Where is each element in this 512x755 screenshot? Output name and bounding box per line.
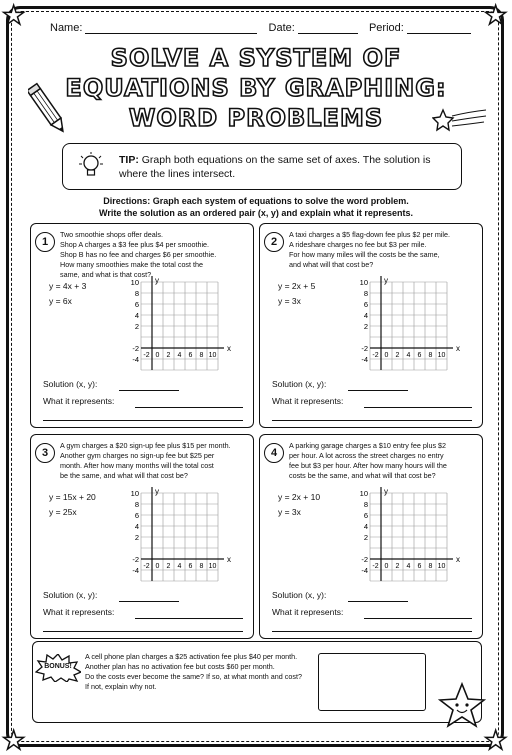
x-tick-label: 8 bbox=[199, 563, 204, 570]
bonus-text-line: Do the costs ever become the same? If so, at what month and cost? bbox=[85, 672, 302, 681]
solution-label: Solution (x, y): bbox=[43, 590, 98, 600]
represents-label: What it represents: bbox=[272, 607, 344, 617]
y-tick-label: 6 bbox=[363, 511, 368, 520]
y-tick-label: 10 bbox=[359, 278, 368, 287]
y-tick-label: -2 bbox=[361, 555, 368, 564]
shooting-star-icon bbox=[432, 108, 488, 138]
x-tick-label: 6 bbox=[188, 563, 193, 570]
x-tick-label: 8 bbox=[428, 352, 433, 359]
solution-input-line[interactable] bbox=[348, 601, 408, 602]
y-tick-label: -4 bbox=[361, 355, 368, 364]
problem-text-line: be the same, and what will that cost be? bbox=[60, 471, 188, 480]
represents-label: What it represents: bbox=[272, 396, 344, 406]
equation-1: y = 4x + 3 bbox=[49, 281, 87, 291]
pencil-icon bbox=[28, 82, 68, 138]
represents-input-line[interactable] bbox=[43, 420, 243, 421]
x-tick-label: 6 bbox=[417, 352, 422, 359]
directions-line-1: Directions: Graph each system of equations to solve the word problem. bbox=[103, 196, 409, 206]
y-tick-label: 10 bbox=[130, 278, 139, 287]
problem-text-line: and what will that cost be? bbox=[289, 260, 374, 269]
x-tick-label: 0 bbox=[155, 352, 160, 359]
problem-number: 2 bbox=[264, 232, 284, 252]
x-axis-label: x bbox=[227, 555, 231, 564]
x-tick-label: 10 bbox=[208, 352, 217, 359]
solution-label: Solution (x, y): bbox=[272, 590, 327, 600]
y-tick-label: 8 bbox=[363, 500, 368, 509]
represents-input-line[interactable] bbox=[272, 631, 472, 632]
solution-label: Solution (x, y): bbox=[272, 379, 327, 389]
problem-box-4 bbox=[259, 434, 483, 639]
tip-box bbox=[62, 143, 462, 190]
y-axis-label: y bbox=[384, 276, 388, 285]
equation-1: y = 15x + 20 bbox=[49, 492, 96, 502]
bonus-text-line: A cell phone plan charges a $25 activation fee plus $40 per month. bbox=[85, 652, 298, 661]
title-line-3: WORD PROBLEMS bbox=[128, 104, 384, 132]
y-axis-label: y bbox=[155, 487, 159, 496]
star-corner-icon: ★ bbox=[2, 0, 26, 30]
y-tick-label: 4 bbox=[134, 522, 139, 531]
problem-text-line: Shop B has no fee and charges $6 per smoothie. bbox=[60, 250, 217, 259]
represents-input-line[interactable] bbox=[364, 407, 472, 408]
tip-label: TIP: bbox=[119, 154, 139, 166]
represents-input-line[interactable] bbox=[135, 618, 243, 619]
date-label: Date: bbox=[268, 22, 295, 34]
star-corner-icon: ★ bbox=[484, 0, 508, 30]
x-tick-label: 0 bbox=[384, 563, 389, 570]
x-tick-label: 10 bbox=[437, 563, 446, 570]
problem-number: 1 bbox=[35, 232, 55, 252]
star-corner-icon: ★ bbox=[484, 725, 508, 755]
problem-text-line: same, and what is that cost? bbox=[60, 270, 152, 279]
y-tick-label: -2 bbox=[361, 344, 368, 353]
title-line-1: SOLVE A SYSTEM OF bbox=[110, 44, 402, 72]
directions-line-2: Write the solution as an ordered pair (x, y) and explain what it represents. bbox=[99, 208, 413, 218]
x-tick-label: 4 bbox=[177, 563, 182, 570]
x-tick-label: 2 bbox=[166, 563, 171, 570]
y-tick-label: 4 bbox=[134, 311, 139, 320]
represents-input-line[interactable] bbox=[135, 407, 243, 408]
problem-text bbox=[60, 230, 216, 280]
x-tick-label: -2 bbox=[372, 563, 379, 570]
y-tick-label: 8 bbox=[134, 289, 139, 298]
x-tick-label: 2 bbox=[395, 352, 400, 359]
y-tick-label: 4 bbox=[363, 311, 368, 320]
x-tick-label: 0 bbox=[155, 563, 160, 570]
x-tick-label: 8 bbox=[428, 563, 433, 570]
problem-text-line: costs be the same, and what will that cost be? bbox=[289, 471, 436, 480]
y-tick-label: 6 bbox=[363, 300, 368, 309]
problem-box-2 bbox=[259, 223, 483, 428]
x-tick-label: 10 bbox=[437, 352, 446, 359]
problem-text-line: Another gym charges no sign-up fee but $25 per bbox=[60, 451, 215, 460]
x-tick-label: -2 bbox=[143, 352, 150, 359]
solution-label: Solution (x, y): bbox=[43, 379, 98, 389]
coordinate-grid[interactable] bbox=[121, 485, 243, 585]
header-fields bbox=[50, 22, 471, 34]
bonus-text-line: Another plan has no activation fee but costs $60 per month. bbox=[85, 662, 275, 671]
y-tick-label: 6 bbox=[134, 300, 139, 309]
problem-text bbox=[60, 441, 231, 481]
y-tick-label: 10 bbox=[130, 489, 139, 498]
y-tick-label: 10 bbox=[359, 489, 368, 498]
bonus-box bbox=[32, 641, 482, 723]
name-field[interactable] bbox=[85, 23, 257, 34]
y-axis-label: y bbox=[155, 276, 159, 285]
x-axis-label: x bbox=[227, 344, 231, 353]
bonus-text bbox=[85, 652, 302, 692]
y-tick-label: -2 bbox=[132, 555, 139, 564]
bonus-text-line: If not, explain why not. bbox=[85, 682, 157, 691]
star-corner-icon: ★ bbox=[2, 725, 26, 755]
problem-text bbox=[289, 441, 447, 481]
star-mascot-icon bbox=[438, 682, 486, 730]
y-tick-label: 2 bbox=[134, 322, 139, 331]
title-line-2: EQUATIONS BY GRAPHING: bbox=[65, 74, 447, 102]
y-tick-label: 8 bbox=[363, 289, 368, 298]
represents-input-line[interactable] bbox=[364, 618, 472, 619]
problem-box-3 bbox=[30, 434, 254, 639]
equation-2: y = 3x bbox=[278, 507, 301, 517]
problem-text-line: month. After how many months will the total cost bbox=[60, 461, 214, 470]
problem-box-1 bbox=[30, 223, 254, 428]
x-axis-label: x bbox=[456, 344, 460, 353]
coordinate-grid[interactable] bbox=[350, 274, 472, 374]
equation-2: y = 6x bbox=[49, 296, 72, 306]
x-tick-label: 4 bbox=[406, 563, 411, 570]
represents-input-line[interactable] bbox=[43, 631, 243, 632]
equation-1: y = 2x + 5 bbox=[278, 281, 316, 291]
x-tick-label: 0 bbox=[384, 352, 389, 359]
problem-text-line: Two smoothie shops offer deals. bbox=[60, 230, 163, 239]
lightbulb-icon bbox=[79, 152, 103, 180]
problem-text-line: How many smoothies make the total cost the bbox=[60, 260, 204, 269]
x-tick-label: -2 bbox=[143, 563, 150, 570]
x-tick-label: 8 bbox=[199, 352, 204, 359]
problem-text-line: A rideshare charges no fee but $3 per mile. bbox=[289, 240, 427, 249]
x-tick-label: 4 bbox=[406, 352, 411, 359]
x-axis-label: x bbox=[456, 555, 460, 564]
x-tick-label: 2 bbox=[166, 352, 171, 359]
problem-text-line: For how many miles will the costs be the same, bbox=[289, 250, 440, 259]
tip-body: Graph both equations on the same set of axes. The solution is where the lines intersect. bbox=[119, 154, 431, 180]
y-tick-label: 4 bbox=[363, 522, 368, 531]
problem-text-line: A taxi charges a $5 flag-down fee plus $2 per mile. bbox=[289, 230, 451, 239]
coordinate-grid[interactable] bbox=[350, 485, 472, 585]
y-tick-label: 2 bbox=[134, 533, 139, 542]
coordinate-grid[interactable] bbox=[121, 274, 243, 374]
problem-text bbox=[289, 230, 450, 270]
equation-2: y = 25x bbox=[49, 507, 77, 517]
y-tick-label: -2 bbox=[132, 344, 139, 353]
y-tick-label: 2 bbox=[363, 533, 368, 542]
x-tick-label: 2 bbox=[395, 563, 400, 570]
x-tick-label: 6 bbox=[417, 563, 422, 570]
problem-number: 3 bbox=[35, 443, 55, 463]
problem-text-line: Shop A charges a $3 fee plus $4 per smoothie. bbox=[60, 240, 210, 249]
y-tick-label: 2 bbox=[363, 322, 368, 331]
problem-number: 4 bbox=[264, 443, 284, 463]
problem-text-line: fee but $3 per hour. After how many hours will the bbox=[289, 461, 447, 470]
y-tick-label: -4 bbox=[361, 566, 368, 575]
equation-1: y = 2x + 10 bbox=[278, 492, 321, 502]
period-label: Period: bbox=[368, 22, 404, 34]
problem-text-line: A gym charges a $20 sign-up fee plus $15 per month. bbox=[60, 441, 231, 450]
date-field[interactable] bbox=[298, 23, 358, 34]
represents-input-line[interactable] bbox=[272, 420, 472, 421]
y-tick-label: -4 bbox=[132, 355, 139, 364]
bonus-badge: BONUS! bbox=[44, 663, 72, 670]
problem-text-line: A parking garage charges a $10 entry fee plus $2 bbox=[289, 441, 447, 450]
y-tick-label: 6 bbox=[134, 511, 139, 520]
name-label: Name: bbox=[50, 22, 83, 34]
y-axis-label: y bbox=[384, 487, 388, 496]
tip-text bbox=[119, 153, 449, 181]
bonus-answer-box[interactable] bbox=[318, 653, 426, 711]
y-tick-label: 8 bbox=[134, 500, 139, 509]
solution-input-line[interactable] bbox=[119, 390, 179, 391]
problem-text-line: per hour. A lot across the street charges no entry bbox=[289, 451, 444, 460]
x-tick-label: 6 bbox=[188, 352, 193, 359]
solution-input-line[interactable] bbox=[119, 601, 179, 602]
x-tick-label: 4 bbox=[177, 352, 182, 359]
y-tick-label: -4 bbox=[132, 566, 139, 575]
x-tick-label: 10 bbox=[208, 563, 217, 570]
directions bbox=[0, 195, 512, 219]
period-field[interactable] bbox=[407, 23, 471, 34]
represents-label: What it represents: bbox=[43, 396, 115, 406]
equation-2: y = 3x bbox=[278, 296, 301, 306]
represents-label: What it represents: bbox=[43, 607, 115, 617]
solution-input-line[interactable] bbox=[348, 390, 408, 391]
x-tick-label: -2 bbox=[372, 352, 379, 359]
